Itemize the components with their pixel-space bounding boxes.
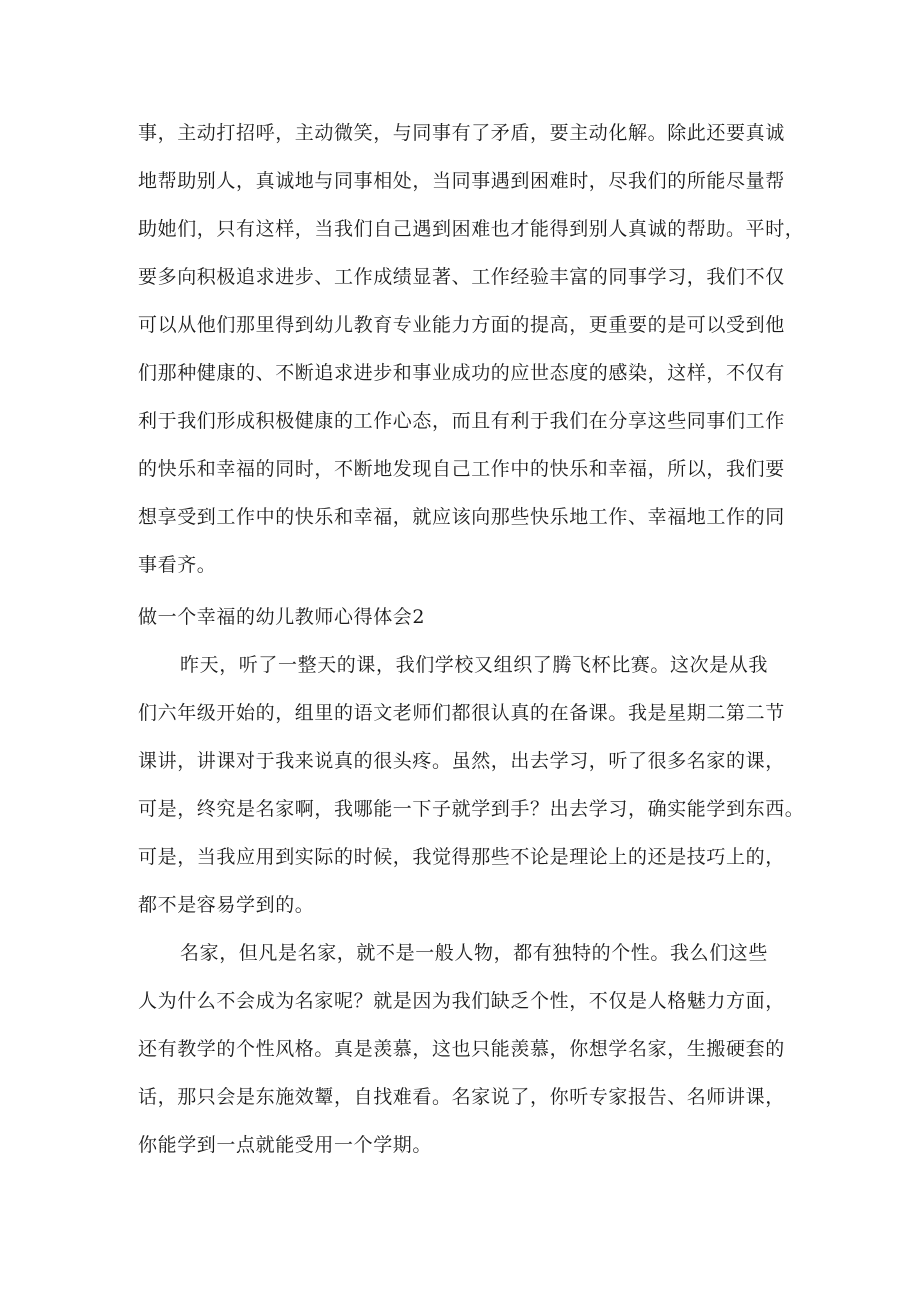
text-line: 事，主动打招呼，主动微笑，与同事有了矛盾，要主动化解。除此还要真诚 [138, 122, 785, 144]
text-line: 事看齐。 [138, 554, 217, 576]
text-line: 要多向积极追求进步、工作成绩显著、工作经验丰富的同事学习，我们不仅 [138, 266, 785, 288]
text-line: 还有教学的个性风格。真是羡慕，这也只能羡慕，你想学名家，生搬硬套的 [138, 1038, 785, 1060]
text-line: 的快乐和幸福的同时，不断地发现自己工作中的快乐和幸福，所以，我们要 [138, 458, 785, 480]
text-line: 们六年级开始的，组里的语文老师们都很认真的在备课。我是星期二第二节 [138, 702, 785, 724]
text-line: 昨天，听了一整天的课，我们学校又组织了腾飞杯比赛。这次是从我 [180, 654, 769, 676]
text-line: 可是，终究是名家啊，我哪能一下子就学到手？出去学习，确实能学到东西。 [138, 798, 805, 820]
text-line: 名家，但凡是名家，就不是一般人物，都有独特的个性。我么们这些 [180, 942, 769, 964]
text-line: 你能学到一点就能受用一个学期。 [138, 1134, 433, 1156]
text-line: 都不是容易学到的。 [138, 894, 315, 916]
text-line: 们那种健康的、不断追求进步和事业成功的应世态度的感染，这样，不仅有 [138, 362, 785, 384]
text-line: 地帮助别人，真诚地与同事相处，当同事遇到困难时，尽我们的所能尽量帮 [138, 170, 785, 192]
text-line: 课讲，讲课对于我来说真的很头疼。虽然，出去学习，听了很多名家的课， [138, 750, 785, 772]
text-line: 话，那只会是东施效颦，自找难看。名家说了，你听专家报告、名师讲课， [138, 1086, 785, 1108]
text-line: 想享受到工作中的快乐和幸福，就应该向那些快乐地工作、幸福地工作的同 [138, 506, 785, 528]
text-line: 人为什么不会成为名家呢？就是因为我们缺乏个性，不仅是人格魅力方面， [138, 990, 785, 1012]
text-line: 可是，当我应用到实际的时候，我觉得那些不论是理论上的还是技巧上的， [138, 846, 785, 868]
text-line: 可以从他们那里得到幼儿教育专业能力方面的提高，更重要的是可以受到他 [138, 314, 785, 336]
text-line: 利于我们形成积极健康的工作心态，而且有利于我们在分享这些同事们工作 [138, 410, 785, 432]
section-heading: 做一个幸福的幼儿教师心得体会2 [138, 606, 426, 628]
text-line: 助她们，只有这样，当我们自己遇到困难也才能得到别人真诚的帮助。平时， [138, 218, 805, 240]
